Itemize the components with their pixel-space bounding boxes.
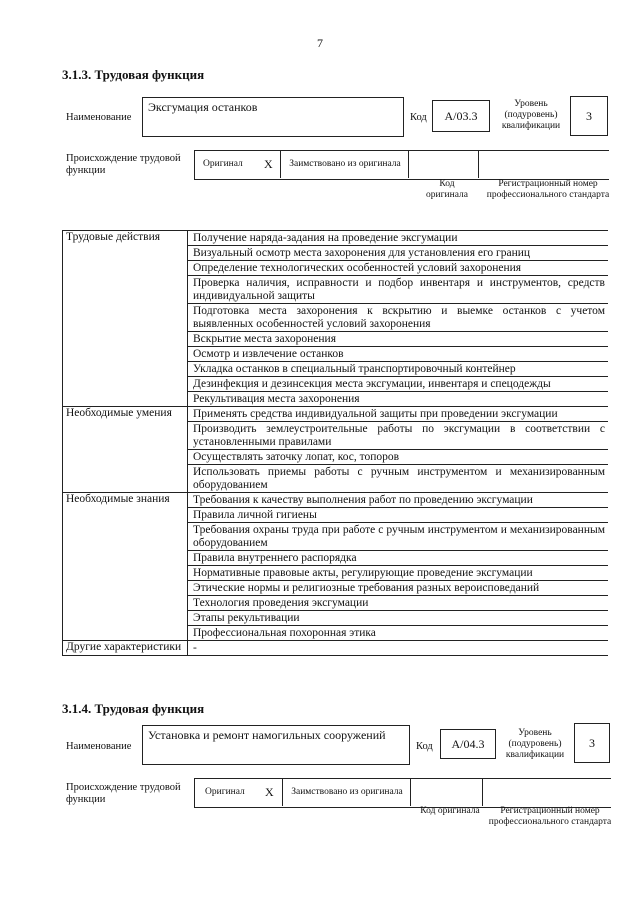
reg-number-label: Регистрационный номер профессионального стандарта <box>488 806 612 827</box>
divider <box>478 150 479 178</box>
table-cell: Вскрытие места захоронения <box>188 332 609 347</box>
table-cell: Укладка останков в специальный транспортировочный контейнер <box>188 362 609 377</box>
table-row <box>63 407 609 422</box>
category-cell: Необходимые знания <box>63 493 188 641</box>
table-cell: - <box>188 641 609 656</box>
name-label: Наименование <box>66 741 132 752</box>
orig-code-label: Код оригинала <box>420 806 480 816</box>
table-cell: Требования к качеству выполнения работ по проведению эксгумации <box>188 493 609 508</box>
table-cell: Этапы рекультивации <box>188 611 609 626</box>
table-cell: Осмотр и извлечение останков <box>188 347 609 362</box>
labor-function-table <box>62 230 608 656</box>
table-row <box>63 231 609 246</box>
original-mark: X <box>264 157 273 171</box>
code-field: А/04.3 <box>440 729 496 759</box>
table-cell: Визуальный осмотр места захоронения для установления его границ <box>188 246 609 261</box>
category-cell: Необходимые умения <box>63 407 188 493</box>
table-cell: Требования охраны труда при работе с ручным инструментом и механизированным оборудованием <box>188 523 609 551</box>
table-cell: Проверка наличия, исправности и подбор инвентаря и инструментов, средств индивидуальной защиты <box>188 276 609 304</box>
divider <box>282 778 283 806</box>
code-label: Код <box>416 741 433 752</box>
function-name-field: Установка и ремонт намогильных сооружений <box>142 725 410 765</box>
table-cell: Рекультивация места захоронения <box>188 392 609 407</box>
original-label: Оригинал <box>203 159 243 169</box>
name-label: Наименование <box>66 112 132 123</box>
table-cell: Использовать приемы работы с ручным инструментом и механизированным оборудованием <box>188 465 609 493</box>
original-label: Оригинал <box>205 787 245 797</box>
table-cell: Подготовка места захоронения к вскрытию и выемке останков с учетом выявленных особенностей условий захоронения <box>188 304 609 332</box>
original-mark: X <box>265 785 274 799</box>
code-field: А/03.3 <box>432 100 490 132</box>
section-title: 3.1.4. Трудовая функция <box>62 701 205 716</box>
level-label: Уровень (подуровень) квалификации <box>505 727 565 760</box>
table-row <box>63 493 609 508</box>
table-cell: Нормативные правовые акты, регулирующие проведение эксгумации <box>188 566 609 581</box>
divider <box>280 150 281 178</box>
borrowed-label: Заимствовано из оригинала <box>291 786 403 797</box>
table-row <box>63 641 609 656</box>
table-cell: Производить землеустроительные работы по эксгумации в соответствии с установленными правилами <box>188 422 609 450</box>
borrowed-label: Заимствовано из оригинала <box>289 158 401 169</box>
function-name-field: Эксгумация останков <box>142 97 404 137</box>
table-cell: Определение технологических особенностей условий захоронения <box>188 261 609 276</box>
table-cell: Технология проведения эксгумации <box>188 596 609 611</box>
level-field: 3 <box>574 723 610 763</box>
category-cell: Другие характеристики <box>63 641 188 656</box>
orig-code-label: Код оригинала <box>426 179 468 200</box>
section-title: 3.1.3. Трудовая функция <box>62 67 205 82</box>
divider <box>482 778 483 806</box>
code-label: Код <box>410 112 427 123</box>
table-cell: Правила внутреннего распорядка <box>188 551 609 566</box>
origin-label: Происхождение трудовой функции <box>66 782 181 805</box>
category-cell: Трудовые действия <box>63 231 188 407</box>
reg-number-label: Регистрационный номер профессионального стандарта <box>486 179 610 200</box>
table-cell: Осуществлять заточку лопат, кос, топоров <box>188 450 609 465</box>
level-label: Уровень (подуровень) квалификации <box>501 98 561 131</box>
table-cell: Применять средства индивидуальной защиты при проведении эксгумации <box>188 407 609 422</box>
page-number: 7 <box>317 36 323 50</box>
origin-label: Происхождение трудовой функции <box>66 153 181 176</box>
divider <box>410 778 411 806</box>
table-cell: Профессиональная похоронная этика <box>188 626 609 641</box>
level-field: 3 <box>570 96 608 136</box>
table-cell: Дезинфекция и дезинсекция места эксгумации, инвентаря и спецодежды <box>188 377 609 392</box>
table-cell: Правила личной гигиены <box>188 508 609 523</box>
table-cell: Этические нормы и религиозные требования разных вероисповеданий <box>188 581 609 596</box>
divider <box>408 150 409 178</box>
table-cell: Получение наряда-задания на проведение эксгумации <box>188 231 609 246</box>
